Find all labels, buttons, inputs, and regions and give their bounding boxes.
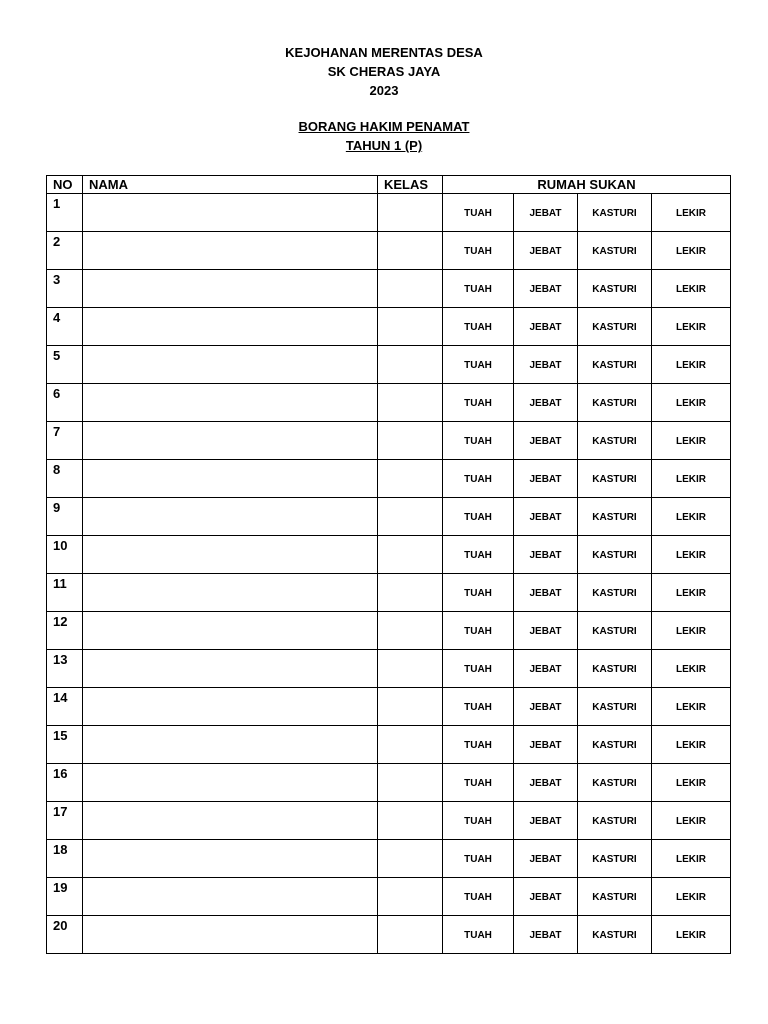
event-year: 2023 [369, 83, 399, 98]
table-row [47, 384, 731, 422]
row-number: 16 [47, 764, 83, 802]
table-header-row [47, 176, 731, 194]
house-option-kasturi[interactable]: KASTURI [578, 232, 652, 270]
row-number: 20 [47, 916, 83, 954]
table-row [47, 308, 731, 346]
house-option-lekir[interactable]: LEKIR [652, 764, 731, 802]
house-option-jebat[interactable]: JEBAT [514, 270, 578, 308]
form-title: BORANG HAKIM PENAMAT [298, 119, 470, 134]
house-option-lekir[interactable]: LEKIR [652, 916, 731, 954]
row-number: 17 [47, 802, 83, 840]
kelas-cell[interactable] [378, 574, 443, 612]
nama-cell[interactable] [83, 460, 378, 498]
nama-cell[interactable] [83, 384, 378, 422]
house-option-jebat[interactable]: JEBAT [514, 384, 578, 422]
table-row [47, 726, 731, 764]
house-option-lekir[interactable]: LEKIR [652, 726, 731, 764]
row-number: 1 [47, 194, 83, 232]
table-row [47, 650, 731, 688]
house-option-kasturi[interactable]: KASTURI [578, 878, 652, 916]
house-option-lekir[interactable]: LEKIR [652, 840, 731, 878]
house-option-tuah[interactable]: TUAH [443, 840, 514, 878]
house-option-tuah[interactable]: TUAH [443, 916, 514, 954]
house-option-jebat[interactable]: JEBAT [514, 194, 578, 232]
row-number: 18 [47, 840, 83, 878]
house-option-lekir[interactable]: LEKIR [652, 612, 731, 650]
house-option-jebat[interactable]: JEBAT [514, 688, 578, 726]
house-option-lekir[interactable]: LEKIR [652, 574, 731, 612]
kelas-cell[interactable] [378, 650, 443, 688]
house-option-tuah[interactable]: TUAH [443, 232, 514, 270]
nama-cell[interactable] [83, 574, 378, 612]
house-option-jebat[interactable]: JEBAT [514, 498, 578, 536]
house-option-kasturi[interactable]: KASTURI [578, 194, 652, 232]
row-number: 12 [47, 612, 83, 650]
nama-cell[interactable] [83, 346, 378, 384]
house-option-kasturi[interactable]: KASTURI [578, 498, 652, 536]
nama-cell[interactable] [83, 270, 378, 308]
house-option-tuah[interactable]: TUAH [443, 346, 514, 384]
table-row [47, 232, 731, 270]
nama-cell[interactable] [83, 612, 378, 650]
house-option-lekir[interactable]: LEKIR [652, 308, 731, 346]
row-number: 19 [47, 878, 83, 916]
table-row [47, 916, 731, 954]
house-option-tuah[interactable]: TUAH [443, 878, 514, 916]
house-option-kasturi[interactable]: KASTURI [578, 612, 652, 650]
kelas-cell[interactable] [378, 194, 443, 232]
row-number: 5 [47, 346, 83, 384]
house-option-tuah[interactable]: TUAH [443, 270, 514, 308]
house-option-kasturi[interactable]: KASTURI [578, 270, 652, 308]
house-option-lekir[interactable]: LEKIR [652, 232, 731, 270]
house-option-jebat[interactable]: JEBAT [514, 232, 578, 270]
house-option-kasturi[interactable]: KASTURI [578, 422, 652, 460]
table-row [47, 612, 731, 650]
kelas-cell[interactable] [378, 802, 443, 840]
nama-cell[interactable] [83, 840, 378, 878]
nama-cell[interactable] [83, 802, 378, 840]
column-header-nama: NAMA [83, 176, 378, 194]
table-row [47, 422, 731, 460]
house-option-tuah[interactable]: TUAH [443, 460, 514, 498]
house-option-kasturi[interactable]: KASTURI [578, 916, 652, 954]
house-option-kasturi[interactable]: KASTURI [578, 688, 652, 726]
house-option-tuah[interactable]: TUAH [443, 802, 514, 840]
column-header-no: NO [47, 176, 83, 194]
house-option-jebat[interactable]: JEBAT [514, 764, 578, 802]
kelas-cell[interactable] [378, 308, 443, 346]
table-body [47, 194, 731, 954]
house-option-tuah[interactable]: TUAH [443, 384, 514, 422]
nama-cell[interactable] [83, 764, 378, 802]
house-option-tuah[interactable]: TUAH [443, 688, 514, 726]
house-option-tuah[interactable]: TUAH [443, 612, 514, 650]
kelas-cell[interactable] [378, 346, 443, 384]
row-number: 6 [47, 384, 83, 422]
house-option-kasturi[interactable]: KASTURI [578, 650, 652, 688]
kelas-cell[interactable] [378, 688, 443, 726]
kelas-cell[interactable] [378, 270, 443, 308]
house-option-kasturi[interactable]: KASTURI [578, 536, 652, 574]
house-option-lekir[interactable]: LEKIR [652, 878, 731, 916]
table-row [47, 878, 731, 916]
nama-cell[interactable] [83, 650, 378, 688]
house-option-lekir[interactable]: LEKIR [652, 460, 731, 498]
table-row [47, 764, 731, 802]
house-option-lekir[interactable]: LEKIR [652, 498, 731, 536]
house-option-jebat[interactable]: JEBAT [514, 916, 578, 954]
table-row [47, 688, 731, 726]
row-number: 10 [47, 536, 83, 574]
column-header-kelas: KELAS [378, 176, 443, 194]
school-name: SK CHERAS JAYA [327, 64, 441, 79]
house-option-lekir[interactable]: LEKIR [652, 422, 731, 460]
kelas-cell[interactable] [378, 498, 443, 536]
house-option-jebat[interactable]: JEBAT [514, 650, 578, 688]
kelas-cell[interactable] [378, 232, 443, 270]
house-option-kasturi[interactable]: KASTURI [578, 840, 652, 878]
table-row [47, 498, 731, 536]
kelas-cell[interactable] [378, 878, 443, 916]
house-option-lekir[interactable]: LEKIR [652, 194, 731, 232]
table-row [47, 194, 731, 232]
table-row [47, 802, 731, 840]
house-option-lekir[interactable]: LEKIR [652, 270, 731, 308]
kelas-cell[interactable] [378, 612, 443, 650]
nama-cell[interactable] [83, 422, 378, 460]
row-number: 9 [47, 498, 83, 536]
house-option-lekir[interactable]: LEKIR [652, 384, 731, 422]
table-row [47, 346, 731, 384]
house-option-lekir[interactable]: LEKIR [652, 802, 731, 840]
nama-cell[interactable] [83, 194, 378, 232]
nama-cell[interactable] [83, 688, 378, 726]
house-option-lekir[interactable]: LEKIR [652, 346, 731, 384]
house-option-tuah[interactable]: TUAH [443, 574, 514, 612]
house-option-lekir[interactable]: LEKIR [652, 650, 731, 688]
house-option-jebat[interactable]: JEBAT [514, 422, 578, 460]
house-option-jebat[interactable]: JEBAT [514, 726, 578, 764]
row-number: 14 [47, 688, 83, 726]
house-option-jebat[interactable]: JEBAT [514, 460, 578, 498]
house-option-jebat[interactable]: JEBAT [514, 346, 578, 384]
table-row [47, 270, 731, 308]
house-option-lekir[interactable]: LEKIR [652, 536, 731, 574]
form-header [0, 117, 768, 155]
kelas-cell[interactable] [378, 840, 443, 878]
table-row [47, 460, 731, 498]
row-number: 15 [47, 726, 83, 764]
kelas-cell[interactable] [378, 726, 443, 764]
house-option-tuah[interactable]: TUAH [443, 726, 514, 764]
nama-cell[interactable] [83, 232, 378, 270]
house-option-tuah[interactable]: TUAH [443, 498, 514, 536]
house-option-kasturi[interactable]: KASTURI [578, 346, 652, 384]
house-option-jebat[interactable]: JEBAT [514, 878, 578, 916]
house-option-jebat[interactable]: JEBAT [514, 308, 578, 346]
house-option-kasturi[interactable]: KASTURI [578, 726, 652, 764]
nama-cell[interactable] [83, 916, 378, 954]
event-header [0, 43, 768, 100]
kelas-cell[interactable] [378, 764, 443, 802]
finisher-table [46, 175, 731, 954]
row-number: 13 [47, 650, 83, 688]
house-option-tuah[interactable]: TUAH [443, 194, 514, 232]
nama-cell[interactable] [83, 308, 378, 346]
house-option-tuah[interactable]: TUAH [443, 650, 514, 688]
nama-cell[interactable] [83, 726, 378, 764]
kelas-cell[interactable] [378, 422, 443, 460]
row-number: 2 [47, 232, 83, 270]
house-option-kasturi[interactable]: KASTURI [578, 802, 652, 840]
house-option-jebat[interactable]: JEBAT [514, 612, 578, 650]
nama-cell[interactable] [83, 878, 378, 916]
row-number: 7 [47, 422, 83, 460]
house-option-kasturi[interactable]: KASTURI [578, 308, 652, 346]
event-title: KEJOHANAN MERENTAS DESA [285, 45, 483, 60]
column-header-rumah-sukan: RUMAH SUKAN [443, 176, 731, 194]
row-number: 3 [47, 270, 83, 308]
house-option-kasturi[interactable]: KASTURI [578, 574, 652, 612]
table-row [47, 574, 731, 612]
house-option-lekir[interactable]: LEKIR [652, 688, 731, 726]
table-row [47, 536, 731, 574]
row-number: 11 [47, 574, 83, 612]
house-option-jebat[interactable]: JEBAT [514, 536, 578, 574]
house-option-kasturi[interactable]: KASTURI [578, 460, 652, 498]
house-option-tuah[interactable]: TUAH [443, 422, 514, 460]
house-option-kasturi[interactable]: KASTURI [578, 764, 652, 802]
kelas-cell[interactable] [378, 916, 443, 954]
kelas-cell[interactable] [378, 384, 443, 422]
form-subtitle: TAHUN 1 (P) [345, 138, 423, 153]
row-number: 4 [47, 308, 83, 346]
house-option-kasturi[interactable]: KASTURI [578, 384, 652, 422]
nama-cell[interactable] [83, 536, 378, 574]
kelas-cell[interactable] [378, 536, 443, 574]
house-option-tuah[interactable]: TUAH [443, 536, 514, 574]
house-option-jebat[interactable]: JEBAT [514, 574, 578, 612]
house-option-jebat[interactable]: JEBAT [514, 802, 578, 840]
house-option-tuah[interactable]: TUAH [443, 764, 514, 802]
house-option-jebat[interactable]: JEBAT [514, 840, 578, 878]
table-row [47, 840, 731, 878]
kelas-cell[interactable] [378, 460, 443, 498]
house-option-tuah[interactable]: TUAH [443, 308, 514, 346]
nama-cell[interactable] [83, 498, 378, 536]
row-number: 8 [47, 460, 83, 498]
